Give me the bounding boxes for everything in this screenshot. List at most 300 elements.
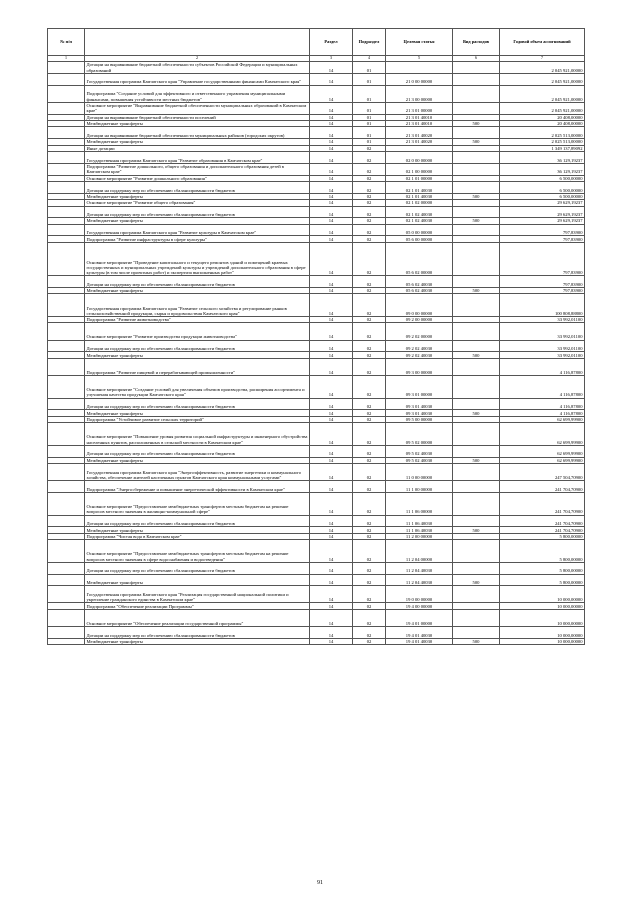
row-target-article-cell: 21 3 00 00000 bbox=[386, 85, 453, 102]
row-section-cell: 14 bbox=[310, 181, 353, 193]
table-row bbox=[48, 62, 585, 74]
row-section-cell: 14 bbox=[310, 638, 353, 644]
row-target-article-cell: 05 6 02 40030 bbox=[386, 288, 453, 294]
row-target-article-cell: 02 1 02 40030 bbox=[386, 218, 453, 224]
row-name-cell: Основное мероприятие "Предоставление межбюджетных трансфертов местным бюджетам на решение вопросов местного значения в жилищно-коммунальной сфере" bbox=[85, 492, 310, 515]
row-amount-cell: 797,83900 bbox=[500, 276, 585, 288]
row-name-cell: Дотации на поддержку мер по обеспечению сбалансированности бюджетов bbox=[85, 398, 310, 410]
row-target-article-cell: 11 2 04 40030 bbox=[386, 562, 453, 574]
row-subsection-cell: 01 bbox=[353, 85, 386, 102]
row-amount-cell: 797,83900 bbox=[500, 236, 585, 242]
row-target-article-cell: 05 6 00 00000 bbox=[386, 236, 453, 242]
row-name-cell: Основное мероприятие "Выравнивание бюджетной обеспеченности муниципальных образований в Камчатском крае" bbox=[85, 102, 310, 114]
row-amount-cell: 797,83900 bbox=[500, 242, 585, 275]
row-amount-cell: 20 408,00000 bbox=[500, 120, 585, 126]
row-index-cell bbox=[48, 340, 85, 352]
row-amount-cell: 10 000,00000 bbox=[500, 603, 585, 609]
column-number: 4 bbox=[353, 56, 386, 62]
row-subsection-cell: 02 bbox=[353, 193, 386, 199]
row-section-cell: 14 bbox=[310, 586, 353, 603]
row-section-cell: 14 bbox=[310, 120, 353, 126]
row-subsection-cell: 02 bbox=[353, 358, 386, 375]
row-subsection-cell: 02 bbox=[353, 638, 386, 644]
table-row bbox=[48, 127, 585, 139]
row-subsection-cell: 02 bbox=[353, 533, 386, 539]
row-amount-cell: 2 025 513,00000 bbox=[500, 127, 585, 139]
row-name-cell: Дотации на поддержку мер по обеспечению сбалансированности бюджетов bbox=[85, 181, 310, 193]
row-subsection-cell: 02 bbox=[353, 224, 386, 236]
row-section-cell: 14 bbox=[310, 627, 353, 639]
row-name-cell: Межбюджетные трансферты bbox=[85, 352, 310, 358]
table-row bbox=[48, 492, 585, 515]
row-name-cell: Подпрограмма "Развитие животноводства" bbox=[85, 317, 310, 323]
row-expense-type-cell bbox=[453, 398, 500, 410]
row-expense-type-cell bbox=[453, 376, 500, 399]
row-amount-cell: 241 704,70900 bbox=[500, 492, 585, 515]
row-expense-type-cell: 500 bbox=[453, 457, 500, 463]
row-expense-type-cell: 500 bbox=[453, 574, 500, 586]
row-target-article-cell: 05 6 02 40030 bbox=[386, 276, 453, 288]
table-row bbox=[48, 423, 585, 446]
row-section-cell: 14 bbox=[310, 457, 353, 463]
row-subsection-cell: 02 bbox=[353, 175, 386, 181]
row-subsection-cell: 02 bbox=[353, 317, 386, 323]
row-expense-type-cell bbox=[453, 242, 500, 275]
row-amount-cell: 6 500,00000 bbox=[500, 181, 585, 193]
column-number: 3 bbox=[310, 56, 353, 62]
table-body bbox=[48, 62, 585, 645]
row-section-cell: 14 bbox=[310, 358, 353, 375]
row-subsection-cell: 02 bbox=[353, 236, 386, 242]
row-target-article-cell: 11 2 00 00000 bbox=[386, 533, 453, 539]
column-number: 2 bbox=[85, 56, 310, 62]
row-section-cell: 14 bbox=[310, 242, 353, 275]
row-subsection-cell: 02 bbox=[353, 586, 386, 603]
column-number: 1 bbox=[48, 56, 85, 62]
row-amount-cell: 2 025 513,00000 bbox=[500, 139, 585, 145]
table-row bbox=[48, 102, 585, 114]
row-section-cell: 14 bbox=[310, 200, 353, 206]
row-target-article-cell: 11 1 06 40030 bbox=[386, 527, 453, 533]
row-index-cell bbox=[48, 463, 85, 480]
row-expense-type-cell bbox=[453, 323, 500, 340]
row-target-article-cell: 09 5 00 00000 bbox=[386, 416, 453, 422]
row-index-cell bbox=[48, 73, 85, 85]
row-name-cell: Межбюджетные трансферты bbox=[85, 139, 310, 145]
row-target-article-cell: 09 2 02 00000 bbox=[386, 323, 453, 340]
row-expense-type-cell bbox=[453, 463, 500, 480]
row-name-cell: Основное мероприятие "Повышение уровня развития социальной инфраструктуры и инженерного обустройства населенных пунктов, расположенных в сельской местности в Камчатском крае" bbox=[85, 423, 310, 446]
row-amount-cell: 29 629,19237 bbox=[500, 218, 585, 224]
row-name-cell: Дотации на поддержку мер по обеспечению сбалансированности бюджетов bbox=[85, 340, 310, 352]
row-section-cell: 14 bbox=[310, 340, 353, 352]
row-expense-type-cell bbox=[453, 151, 500, 163]
row-expense-type-cell: 500 bbox=[453, 193, 500, 199]
row-target-article-cell: 11 2 04 00000 bbox=[386, 540, 453, 563]
row-expense-type-cell: 500 bbox=[453, 638, 500, 644]
row-name-cell: Дотации на поддержку мер по обеспечению сбалансированности бюджетов bbox=[85, 276, 310, 288]
row-name-cell: Дотации на поддержку мер по обеспечению сбалансированности бюджетов bbox=[85, 515, 310, 527]
row-target-article-cell: 19 4 01 00000 bbox=[386, 609, 453, 626]
row-subsection-cell: 02 bbox=[353, 276, 386, 288]
row-index-cell bbox=[48, 445, 85, 457]
row-target-article-cell: 09 2 00 00000 bbox=[386, 317, 453, 323]
row-expense-type-cell bbox=[453, 562, 500, 574]
row-expense-type-cell: 500 bbox=[453, 139, 500, 145]
header-row bbox=[48, 29, 585, 56]
row-name-cell: Межбюджетные трансферты bbox=[85, 527, 310, 533]
row-amount-cell: 5 800,00000 bbox=[500, 540, 585, 563]
row-subsection-cell: 02 bbox=[353, 627, 386, 639]
header-annual-amount: Годовой объем ассигнований bbox=[500, 29, 585, 56]
row-amount-cell: 36 129,19237 bbox=[500, 163, 585, 175]
row-amount-cell: 4 116,87800 bbox=[500, 376, 585, 399]
row-section-cell: 14 bbox=[310, 73, 353, 85]
row-name-cell: Межбюджетные трансферты bbox=[85, 410, 310, 416]
row-index-cell bbox=[48, 358, 85, 375]
row-amount-cell: 4 116,87800 bbox=[500, 398, 585, 410]
row-name-cell: Дотации на поддержку мер по обеспечению сбалансированности бюджетов bbox=[85, 562, 310, 574]
row-amount-cell: 797,83900 bbox=[500, 288, 585, 294]
table-row bbox=[48, 206, 585, 218]
row-section-cell: 14 bbox=[310, 527, 353, 533]
row-section-cell: 14 bbox=[310, 463, 353, 480]
row-name-cell: Основное мероприятие "Предоставление межбюджетных трансфертов местным бюджетам на решение вопросов местного значения в сфере водоснабжения и водоотведения" bbox=[85, 540, 310, 563]
row-subsection-cell: 01 bbox=[353, 127, 386, 139]
row-amount-cell: 241 704,70900 bbox=[500, 527, 585, 533]
row-subsection-cell: 01 bbox=[353, 114, 386, 120]
table-row bbox=[48, 481, 585, 493]
row-section-cell: 14 bbox=[310, 85, 353, 102]
row-subsection-cell: 02 bbox=[353, 574, 386, 586]
row-amount-cell: 1 349 137,89092 bbox=[500, 145, 585, 151]
row-index-cell bbox=[48, 163, 85, 175]
row-amount-cell: 5 800,00000 bbox=[500, 562, 585, 574]
row-name-cell: Основное мероприятие "Обеспечение реализации государственной программы" bbox=[85, 609, 310, 626]
row-amount-cell: 247 504,70900 bbox=[500, 463, 585, 480]
row-section-cell: 14 bbox=[310, 376, 353, 399]
row-index-cell bbox=[48, 206, 85, 218]
column-number: 7 bbox=[500, 56, 585, 62]
row-amount-cell: 241 704,70900 bbox=[500, 515, 585, 527]
row-target-article-cell: 09 3 00 00000 bbox=[386, 358, 453, 375]
row-subsection-cell: 02 bbox=[353, 151, 386, 163]
row-subsection-cell: 02 bbox=[353, 463, 386, 480]
row-amount-cell: 10 000,00000 bbox=[500, 609, 585, 626]
row-subsection-cell: 02 bbox=[353, 492, 386, 515]
row-subsection-cell: 02 bbox=[353, 457, 386, 463]
row-expense-type-cell: 500 bbox=[453, 527, 500, 533]
row-subsection-cell: 02 bbox=[353, 603, 386, 609]
row-index-cell bbox=[48, 627, 85, 639]
row-index-cell bbox=[48, 151, 85, 163]
row-amount-cell: 10 000,00000 bbox=[500, 638, 585, 644]
row-target-article-cell bbox=[386, 62, 453, 74]
row-subsection-cell: 02 bbox=[353, 323, 386, 340]
table-row bbox=[48, 638, 585, 644]
row-section-cell: 14 bbox=[310, 317, 353, 323]
row-amount-cell: 62 699,99900 bbox=[500, 457, 585, 463]
row-amount-cell: 33 992,01100 bbox=[500, 352, 585, 358]
row-target-article-cell: 11 2 04 40030 bbox=[386, 574, 453, 586]
row-target-article-cell: 02 1 01 40030 bbox=[386, 181, 453, 193]
row-subsection-cell: 02 bbox=[353, 242, 386, 275]
row-amount-cell: 2 045 921,00000 bbox=[500, 85, 585, 102]
row-target-article-cell: 21 3 01 40020 bbox=[386, 139, 453, 145]
row-target-article-cell: 21 3 01 40020 bbox=[386, 127, 453, 139]
row-index-cell bbox=[48, 586, 85, 603]
row-name-cell: Подпрограмма "Чистая вода в Камчатском крае" bbox=[85, 533, 310, 539]
row-section-cell: 14 bbox=[310, 398, 353, 410]
row-index-cell bbox=[48, 224, 85, 236]
row-name-cell: Подпрограмма "Развитие дошкольного, общего образования и дополнительного образования детей в Камчатском крае" bbox=[85, 163, 310, 175]
row-name-cell: Межбюджетные трансферты bbox=[85, 120, 310, 126]
row-subsection-cell: 02 bbox=[353, 416, 386, 422]
row-section-cell: 14 bbox=[310, 206, 353, 218]
row-target-article-cell: 09 5 02 00000 bbox=[386, 423, 453, 446]
row-section-cell: 14 bbox=[310, 423, 353, 446]
row-expense-type-cell bbox=[453, 627, 500, 639]
row-expense-type-cell: 500 bbox=[453, 218, 500, 224]
row-target-article-cell: 09 5 02 40030 bbox=[386, 445, 453, 457]
table-row bbox=[48, 562, 585, 574]
row-index-cell bbox=[48, 423, 85, 446]
row-subsection-cell: 01 bbox=[353, 102, 386, 114]
row-section-cell: 14 bbox=[310, 145, 353, 151]
row-expense-type-cell bbox=[453, 73, 500, 85]
row-index-cell bbox=[48, 62, 85, 74]
row-index-cell bbox=[48, 181, 85, 193]
row-name-cell: Основное мероприятие "Развитие общего образования" bbox=[85, 200, 310, 206]
row-section-cell: 14 bbox=[310, 288, 353, 294]
table-row bbox=[48, 627, 585, 639]
row-expense-type-cell: 500 bbox=[453, 288, 500, 294]
row-index-cell bbox=[48, 398, 85, 410]
row-index-cell bbox=[48, 574, 85, 586]
row-section-cell: 14 bbox=[310, 236, 353, 242]
row-subsection-cell: 02 bbox=[353, 540, 386, 563]
row-amount-cell: 4 116,87800 bbox=[500, 410, 585, 416]
row-name-cell: Дотации на поддержку мер по обеспечению сбалансированности бюджетов bbox=[85, 206, 310, 218]
row-expense-type-cell: 500 bbox=[453, 410, 500, 416]
table-row bbox=[48, 358, 585, 375]
row-expense-type-cell bbox=[453, 102, 500, 114]
row-expense-type-cell bbox=[453, 85, 500, 102]
row-name-cell: Дотации на поддержку мер по обеспечению сбалансированности бюджетов bbox=[85, 445, 310, 457]
row-index-cell bbox=[48, 481, 85, 493]
row-subsection-cell: 02 bbox=[353, 527, 386, 533]
row-section-cell: 14 bbox=[310, 603, 353, 609]
row-index-cell bbox=[48, 323, 85, 340]
table-row bbox=[48, 574, 585, 586]
row-section-cell: 14 bbox=[310, 224, 353, 236]
row-expense-type-cell bbox=[453, 294, 500, 317]
row-name-cell: Основное мероприятие "Создание условий для увеличения объемов производства, расширения ассортимента и улучшения качества продукции Камчатского края" bbox=[85, 376, 310, 399]
row-name-cell: Межбюджетные трансферты bbox=[85, 457, 310, 463]
column-number: 6 bbox=[453, 56, 500, 62]
row-name-cell: Подпрограмма "Развитие пищевой и перерабатывающей промышленности" bbox=[85, 358, 310, 375]
row-section-cell: 14 bbox=[310, 102, 353, 114]
table-row bbox=[48, 609, 585, 626]
column-number: 5 bbox=[386, 56, 453, 62]
row-amount-cell: 33 992,01100 bbox=[500, 340, 585, 352]
table-row bbox=[48, 85, 585, 102]
row-expense-type-cell bbox=[453, 586, 500, 603]
row-target-article-cell: 05 6 02 00000 bbox=[386, 242, 453, 275]
row-amount-cell: 36 129,19237 bbox=[500, 151, 585, 163]
row-subsection-cell: 02 bbox=[353, 376, 386, 399]
table-row bbox=[48, 294, 585, 317]
row-target-article-cell: 19 0 00 00000 bbox=[386, 586, 453, 603]
row-name-cell: Подпрограмма "Развитие инфраструктуры в сфере культуры" bbox=[85, 236, 310, 242]
row-section-cell: 14 bbox=[310, 562, 353, 574]
row-index-cell bbox=[48, 294, 85, 317]
row-expense-type-cell bbox=[453, 515, 500, 527]
row-amount-cell: 20 408,00000 bbox=[500, 114, 585, 120]
row-name-cell: Межбюджетные трансферты bbox=[85, 574, 310, 586]
row-target-article-cell: 11 1 06 00000 bbox=[386, 492, 453, 515]
row-section-cell: 14 bbox=[310, 481, 353, 493]
row-expense-type-cell bbox=[453, 181, 500, 193]
row-subsection-cell: 02 bbox=[353, 288, 386, 294]
row-subsection-cell: 01 bbox=[353, 139, 386, 145]
table-row bbox=[48, 463, 585, 480]
row-amount-cell: 10 000,00000 bbox=[500, 627, 585, 639]
table-row bbox=[48, 151, 585, 163]
row-section-cell: 14 bbox=[310, 445, 353, 457]
row-target-article-cell: 21 3 01 40010 bbox=[386, 120, 453, 126]
row-expense-type-cell: 500 bbox=[453, 120, 500, 126]
row-index-cell bbox=[48, 540, 85, 563]
row-section-cell: 14 bbox=[310, 193, 353, 199]
row-section-cell: 14 bbox=[310, 515, 353, 527]
table-row bbox=[48, 163, 585, 175]
table-row bbox=[48, 445, 585, 457]
row-target-article-cell: 02 1 01 40030 bbox=[386, 193, 453, 199]
row-name-cell: Государственная программа Камчатского края "Развитие образования в Камчатском крае" bbox=[85, 151, 310, 163]
row-amount-cell: 6 500,00000 bbox=[500, 175, 585, 181]
row-index-cell bbox=[48, 515, 85, 527]
row-target-article-cell: 19 4 00 00000 bbox=[386, 603, 453, 609]
row-amount-cell: 2 045 921,00000 bbox=[500, 73, 585, 85]
table-row bbox=[48, 586, 585, 603]
row-index-cell bbox=[48, 276, 85, 288]
row-amount-cell: 29 629,19237 bbox=[500, 200, 585, 206]
table-row bbox=[48, 398, 585, 410]
header-subsection: Подраздел bbox=[353, 29, 386, 56]
row-target-article-cell: 09 3 01 00000 bbox=[386, 376, 453, 399]
row-index-cell bbox=[48, 85, 85, 102]
table-row bbox=[48, 276, 585, 288]
row-target-article-cell: 11 0 00 00000 bbox=[386, 463, 453, 480]
row-index-cell bbox=[48, 609, 85, 626]
row-amount-cell: 33 992,01100 bbox=[500, 317, 585, 323]
row-section-cell: 14 bbox=[310, 609, 353, 626]
row-amount-cell: 62 699,99900 bbox=[500, 416, 585, 422]
row-section-cell: 14 bbox=[310, 163, 353, 175]
row-subsection-cell: 02 bbox=[353, 218, 386, 224]
row-subsection-cell: 02 bbox=[353, 445, 386, 457]
row-target-article-cell: 02 1 02 40030 bbox=[386, 206, 453, 218]
row-target-article-cell: 11 1 06 40030 bbox=[386, 515, 453, 527]
row-section-cell: 14 bbox=[310, 139, 353, 145]
row-amount-cell: 5 800,00000 bbox=[500, 533, 585, 539]
table-row bbox=[48, 540, 585, 563]
row-section-cell: 14 bbox=[310, 323, 353, 340]
row-expense-type-cell bbox=[453, 423, 500, 446]
row-expense-type-cell bbox=[453, 206, 500, 218]
row-expense-type-cell: 500 bbox=[453, 352, 500, 358]
table-row bbox=[48, 376, 585, 399]
row-subsection-cell: 02 bbox=[353, 398, 386, 410]
row-subsection-cell: 02 bbox=[353, 145, 386, 151]
row-section-cell: 14 bbox=[310, 294, 353, 317]
row-expense-type-cell bbox=[453, 540, 500, 563]
row-subsection-cell: 02 bbox=[353, 352, 386, 358]
row-subsection-cell: 02 bbox=[353, 200, 386, 206]
row-index-cell bbox=[48, 638, 85, 644]
row-target-article-cell: 02 1 02 00000 bbox=[386, 200, 453, 206]
row-subsection-cell: 01 bbox=[353, 73, 386, 85]
row-amount-cell: 33 992,01100 bbox=[500, 323, 585, 340]
table-row bbox=[48, 515, 585, 527]
table-row bbox=[48, 73, 585, 85]
row-amount-cell: 29 629,19237 bbox=[500, 206, 585, 218]
row-name-cell: Иные дотации bbox=[85, 145, 310, 151]
row-expense-type-cell bbox=[453, 276, 500, 288]
row-expense-type-cell bbox=[453, 224, 500, 236]
row-target-article-cell: 19 4 01 40030 bbox=[386, 627, 453, 639]
row-name-cell: Дотации на выравнивание бюджетной обеспеченности поселений bbox=[85, 114, 310, 120]
row-index-cell bbox=[48, 376, 85, 399]
row-target-article-cell: 02 1 01 00000 bbox=[386, 175, 453, 181]
row-target-article-cell: 09 5 02 40030 bbox=[386, 457, 453, 463]
row-subsection-cell: 01 bbox=[353, 62, 386, 74]
row-section-cell: 14 bbox=[310, 175, 353, 181]
row-expense-type-cell bbox=[453, 127, 500, 139]
row-target-article-cell: 02 0 00 00000 bbox=[386, 151, 453, 163]
row-amount-cell: 62 699,99900 bbox=[500, 445, 585, 457]
row-subsection-cell: 02 bbox=[353, 481, 386, 493]
budget-table bbox=[47, 28, 585, 645]
row-name-cell: Межбюджетные трансферты bbox=[85, 218, 310, 224]
header-section: Раздел bbox=[310, 29, 353, 56]
row-subsection-cell: 02 bbox=[353, 181, 386, 193]
row-amount-cell: 797,83900 bbox=[500, 224, 585, 236]
header-target-article: Целевая статья bbox=[386, 29, 453, 56]
row-name-cell: Межбюджетные трансферты bbox=[85, 193, 310, 199]
row-name-cell: Подпрограмма "Устойчивое развитие сельских территорий" bbox=[85, 416, 310, 422]
row-name-cell: Государственная программа Камчатского края "Энергоэффективность, развитие энергетики и коммунального хозяйства, обеспечение жителей населенных пунктов Камчатского края коммунальными услугами" bbox=[85, 463, 310, 480]
row-section-cell: 14 bbox=[310, 276, 353, 288]
row-expense-type-cell bbox=[453, 62, 500, 74]
row-name-cell: Межбюджетные трансферты bbox=[85, 288, 310, 294]
row-subsection-cell: 02 bbox=[353, 340, 386, 352]
row-amount-cell: 5 800,00000 bbox=[500, 574, 585, 586]
header-number: № п/п bbox=[48, 29, 85, 56]
row-subsection-cell: 02 bbox=[353, 410, 386, 416]
row-expense-type-cell bbox=[453, 340, 500, 352]
row-target-article-cell: 09 0 00 00000 bbox=[386, 294, 453, 317]
row-index-cell bbox=[48, 127, 85, 139]
row-name-cell: Основное мероприятие "Развитие дошкольного образования" bbox=[85, 175, 310, 181]
row-name-cell: Дотации на выравнивание бюджетной обеспеченности субъектов Российской Федерации и муниципальных образований bbox=[85, 62, 310, 74]
row-name-cell: Основное мероприятие "Проведение капитального и текущего ремонтов зданий и помещений краевых государственных и муниципальных учреждений культуры и учреждений дополнительного образования в сфере культуры (в том числе проектных работ) и экспертиза выполненных работ" bbox=[85, 242, 310, 275]
row-target-article-cell: 09 2 02 40030 bbox=[386, 352, 453, 358]
row-amount-cell: 2 045 921,00000 bbox=[500, 62, 585, 74]
row-subsection-cell: 02 bbox=[353, 163, 386, 175]
row-subsection-cell: 02 bbox=[353, 294, 386, 317]
